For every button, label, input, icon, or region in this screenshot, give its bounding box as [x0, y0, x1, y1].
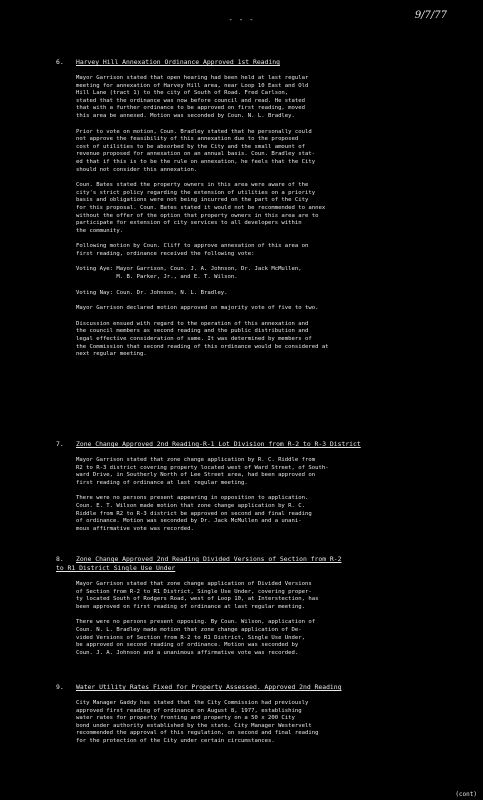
agenda-item-heading: 6. Harvey Hill Annexation Ordinance Approved 1st Reading — [56, 58, 280, 66]
paragraph: City Manager Gaddy has stated that the City Commission had previously approved first reading of ordinance on August 8, 1977, establishing water rates for property fronting and property on a 50 x 200 City bond under authority established by the state. City Manager Westervelt recommended the approval of this regulation, on second and final reading for the protection of the City under certain circumstances. — [76, 700, 319, 744]
paragraph: Mayor Garrison declared motion approved on majority vote of five to two. — [76, 305, 319, 312]
page-number: - - - — [228, 16, 255, 24]
paragraph: Mayor Garrison stated that zone change application of Divided Versions of Section from R-2 to R1 District, Single Use Under, covering proper- ty located South of Rodgers Road, west of Loop 10, at Interstection, has been approved on first reading of ordinance at last regular meeting. — [76, 581, 319, 610]
paragraph: Mayor Garrison stated that open hearing had been held at last regular meeting for annexation of Harvey Hill area, near Loop 10 East and Old Hill Lane (tract 1) to the city of South of Road. Fred Carlson, stated that the ordinance was now before council and read. He stated that with a further ordinance to be approved on first reading, moved this area be annexed. Motion was seconded by Coun. N. L. Bradley. — [76, 75, 309, 119]
handwritten-date-stamp: 9/7/77 — [414, 10, 447, 21]
continuation-mark: (cont) — [455, 791, 477, 798]
paragraph: Following motion by Coun. Cliff to approve annexation of this area on first reading, ordinance received the following vote: — [76, 243, 309, 257]
paragraph: Discussion ensued with regard to the operation of this annexation and the council members as second reading and the public distribution and legal effective consideration of same. It was determined by members of the Commission that second reading of this ordinance would be considered at next regular meeting. — [76, 320, 329, 358]
agenda-item-heading: 9. Water Utility Rates Fixed for Property Assessed. Approved 2nd Reading — [56, 683, 342, 691]
paragraph: There were no persons present opposing. By Coun. Wilson, application of Coun. N. L. Bradley made motion that zone change application of De- vided Versions of Section from R-2 to R1 District, Single Use Under, be approved on second reading of ordinance. Motion was seconded by Coun. J. A. Johnson and a unanimous affirmative vote was recorded. — [76, 619, 316, 656]
vote-nay: Voting Nay: Coun. Dr. Johnson, N. L. Bradley. — [76, 289, 228, 296]
vote-aye: Voting Aye: Mayor Garrison, Coun. J. A. Johnson, Dr. Jack McMullen, M. B. Parker, Jr., and E. T. Wilson. — [76, 266, 302, 281]
agenda-item-6 — [56, 58, 456, 359]
agenda-item-9 — [56, 683, 456, 746]
agenda-item-8 — [56, 555, 456, 657]
agenda-item-heading: 7. Zone Change Approved 2nd Reading-R-1 Lot Division from R-2 to R-3 District — [56, 440, 361, 448]
agenda-item-heading: 8. Zone Change Approved 2nd Reading Divided Versions of Section from R-2 to R1 District Single Use Under — [56, 555, 342, 572]
paragraph: Coun. Bates stated the property owners in this area were aware of the city's strict policy regarding the extension of utilities on a priority basis and obligations were not being incurred on the part of the City for this proposal. Coun. Bates stated it would not be recommended to annex without the offer of the option that property owners in this area are to participate for extension of city services to all developers within the community. — [76, 182, 326, 234]
paragraph: Mayor Garrison stated that zone change application by R. C. Riddle from R2 to R-3 district covering property located west of Ward Street, of South- ward Drive, in Southerly North of Lee Street area, had been approved on first reading of ordinance at last regular meeting. — [76, 457, 329, 486]
paragraph: Prior to vote on motion, Coun. Bradley stated that he personally could not approve the feasibility of this annexation due to the proposed cost of utilities to be absorbed by the City and the small amount of revenue proposed for annexation on an annual basis. Coun. Bradley stat- ed that if this is to be the rule on annexation, he feels that the City should not consider this annexation. — [76, 128, 316, 173]
agenda-item-7 — [56, 440, 456, 533]
paragraph: There were no persons present appearing in opposition to application. Coun. E. T. Wilson made motion that zone change application by R. C. Riddle from R2 to R-3 district be approved on second and final reading of ordinance. Motion was seconded by Dr. Jack McMullen and a unani- mous affirmative vote was recorded. — [76, 495, 312, 532]
